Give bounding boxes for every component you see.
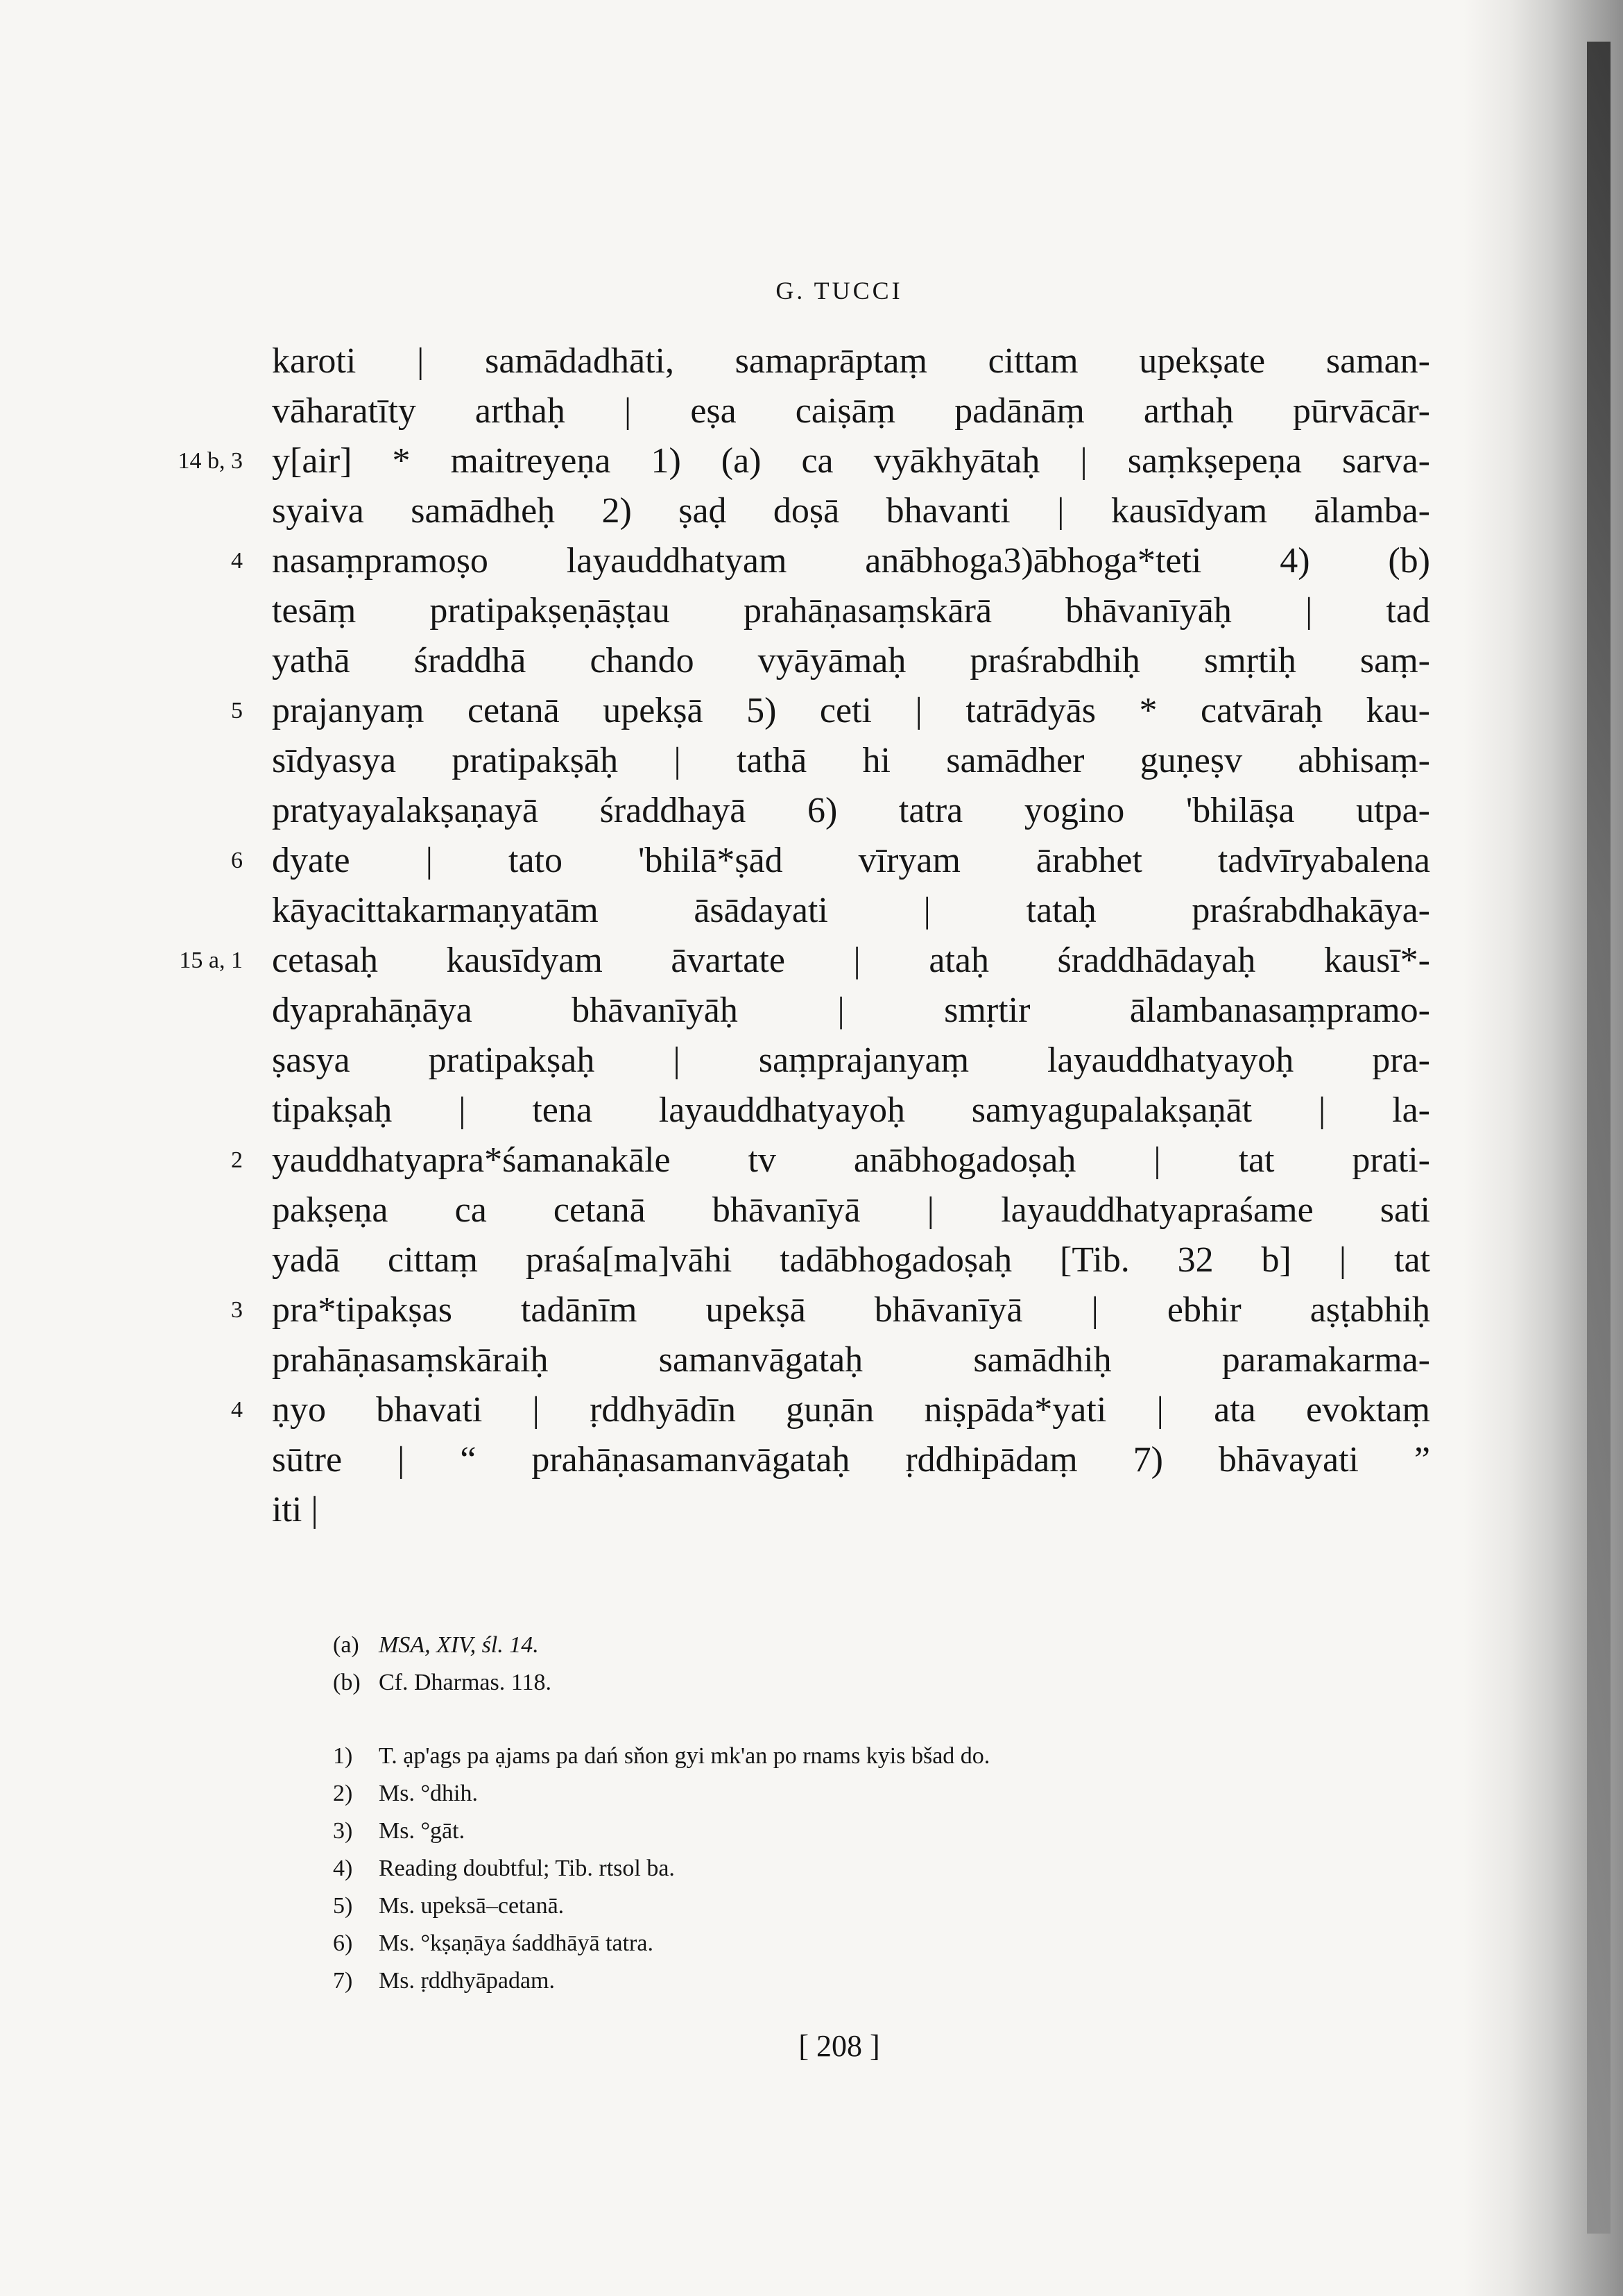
footnote-label: 7) [333, 1968, 353, 1994]
text-line: pra*tipakṣas tadānīm upekṣā bhāvanīyā | ebhir aṣṭabhiḥ [272, 1290, 1430, 1330]
footnote-text: Ms. upeksā–cetanā. [379, 1893, 565, 1919]
footnote-text: T. ạp'ags pa ạjams pa dań sňon gyi mk'an po rnams kyis bšad do. [379, 1743, 990, 1769]
footnote-label: (a) [333, 1632, 359, 1658]
footnote-label: 5) [333, 1893, 353, 1919]
text-line: ṣasya pratipakṣaḥ | saṃprajanyaṃ layauddhatyayoḥ pra- [272, 1040, 1430, 1080]
text-line: nasaṃpramoṣo layauddhatyam anābhoga3)ābhoga*teti 4) (b) [272, 541, 1430, 581]
footnote [333, 1776, 478, 1812]
footnote-text: Ms. °gāt. [379, 1818, 465, 1844]
text-line: pakṣeṇa ca cetanā bhāvanīyā | layauddhatyapraśame sati [272, 1190, 1430, 1230]
text-line: sīdyasya pratipakṣāḥ | tathā hi samādher guṇeṣv abhisaṃ- [272, 741, 1430, 780]
footnote [333, 1813, 465, 1849]
footnote [333, 1738, 990, 1774]
running-header: G. TUCCI [775, 277, 903, 305]
text-line: cetasaḥ kausīdyam āvartate | ataḥ śraddhādayaḥ kausī*- [272, 941, 1430, 980]
footnote-text: Ms. °kṣaṇāya śaddhāyā tatra. [379, 1930, 653, 1956]
text-line: y[air] * maitreyeṇa 1) (a) ca vyākhyātaḥ | saṃkṣepeṇa sarva- [272, 441, 1430, 481]
footnote-text: MSA, XIV, śl. 14. [379, 1632, 539, 1658]
text-line: iti | [272, 1490, 318, 1530]
margin-mark: 4 [231, 548, 243, 574]
page-edge-shadow [1463, 0, 1623, 2296]
margin-mark: 2 [231, 1147, 243, 1173]
text-line: kāyacittakarmaṇyatām āsādayati | tataḥ praśrabdhakāya- [272, 891, 1430, 930]
text-line: pratyayalakṣaṇayā śraddhayā 6) tatra yogino 'bhilāṣa utpa- [272, 791, 1430, 830]
footnote [333, 1926, 653, 1962]
text-line: sūtre | “ prahāṇasamanvāgataḥ ṛddhipādaṃ 7) bhāvayati ” [272, 1440, 1430, 1480]
margin-mark: 15 a, 1 [179, 948, 243, 973]
text-line: yathā śraddhā chando vyāyāmaḥ praśrabdhiḥ smṛtiḥ saṃ- [272, 641, 1430, 680]
footnote [333, 1888, 564, 1924]
text-line: tesāṃ pratipakṣeṇāṣṭau prahāṇasaṃskārā bhāvanīyāḥ | tad [272, 591, 1430, 631]
footnote-label: 3) [333, 1818, 353, 1844]
footnote [333, 1963, 555, 1999]
footnote-text: Reading doubtful; Tib. rtsol ba. [379, 1856, 675, 1881]
text-line: karoti | samādadhāti, samaprāptaṃ cittam upekṣate saman- [272, 341, 1430, 381]
footnote-text: Ms. ṛddhyāpadam. [379, 1968, 556, 1994]
text-line: ṇyo bhavati | ṛddhyādīn guṇān niṣpāda*yati | ata evoktaṃ [272, 1390, 1430, 1430]
margin-mark: 6 [231, 848, 243, 873]
footnote-label: 6) [333, 1930, 353, 1956]
text-line: prahāṇasaṃskāraiḥ samanvāgataḥ samādhiḥ paramakarma- [272, 1340, 1430, 1380]
footnote-label: 4) [333, 1856, 353, 1881]
text-line: tipakṣaḥ | tena layauddhatyayoḥ samyagupalakṣaṇāt | la- [272, 1090, 1430, 1130]
footnote [333, 1851, 675, 1887]
binding-shadow [1587, 42, 1611, 2234]
page-number: [ 208 ] [798, 2029, 880, 2063]
text-line: dyaprahāṇāya bhāvanīyāḥ | smṛtir ālambanasaṃpramo- [272, 991, 1430, 1030]
footnote-label: 1) [333, 1743, 353, 1769]
footnote-text: Cf. Dharmas. 118. [379, 1670, 551, 1695]
footnote-text: Ms. °dhih. [379, 1781, 479, 1806]
margin-mark: 4 [231, 1397, 243, 1423]
text-line: vāharatīty arthaḥ | eṣa caiṣāṃ padānāṃ arthaḥ pūrvācār- [272, 391, 1430, 431]
footnote [333, 1627, 539, 1663]
text-line: yauddhatyapra*śamanakāle tv anābhogadoṣaḥ | tat prati- [272, 1140, 1430, 1180]
text-line: prajanyaṃ cetanā upekṣā 5) ceti | tatrādyās * catvāraḥ kau- [272, 691, 1430, 730]
footnote [333, 1665, 551, 1701]
text-line: syaiva samādheḥ 2) ṣaḍ doṣā bhavanti | kausīdyam ālamba- [272, 491, 1430, 531]
margin-mark: 14 b, 3 [178, 448, 243, 474]
footnote-label: (b) [333, 1670, 361, 1695]
text-line: yadā cittaṃ praśa[ma]vāhi tadābhogadoṣaḥ [Tib. 32 b] | tat [272, 1240, 1430, 1280]
margin-mark: 5 [231, 698, 243, 723]
text-line: dyate | tato 'bhilā*ṣād vīryam ārabhet tadvīryabalena [272, 841, 1430, 880]
margin-mark: 3 [231, 1297, 243, 1323]
footnote-label: 2) [333, 1781, 353, 1806]
